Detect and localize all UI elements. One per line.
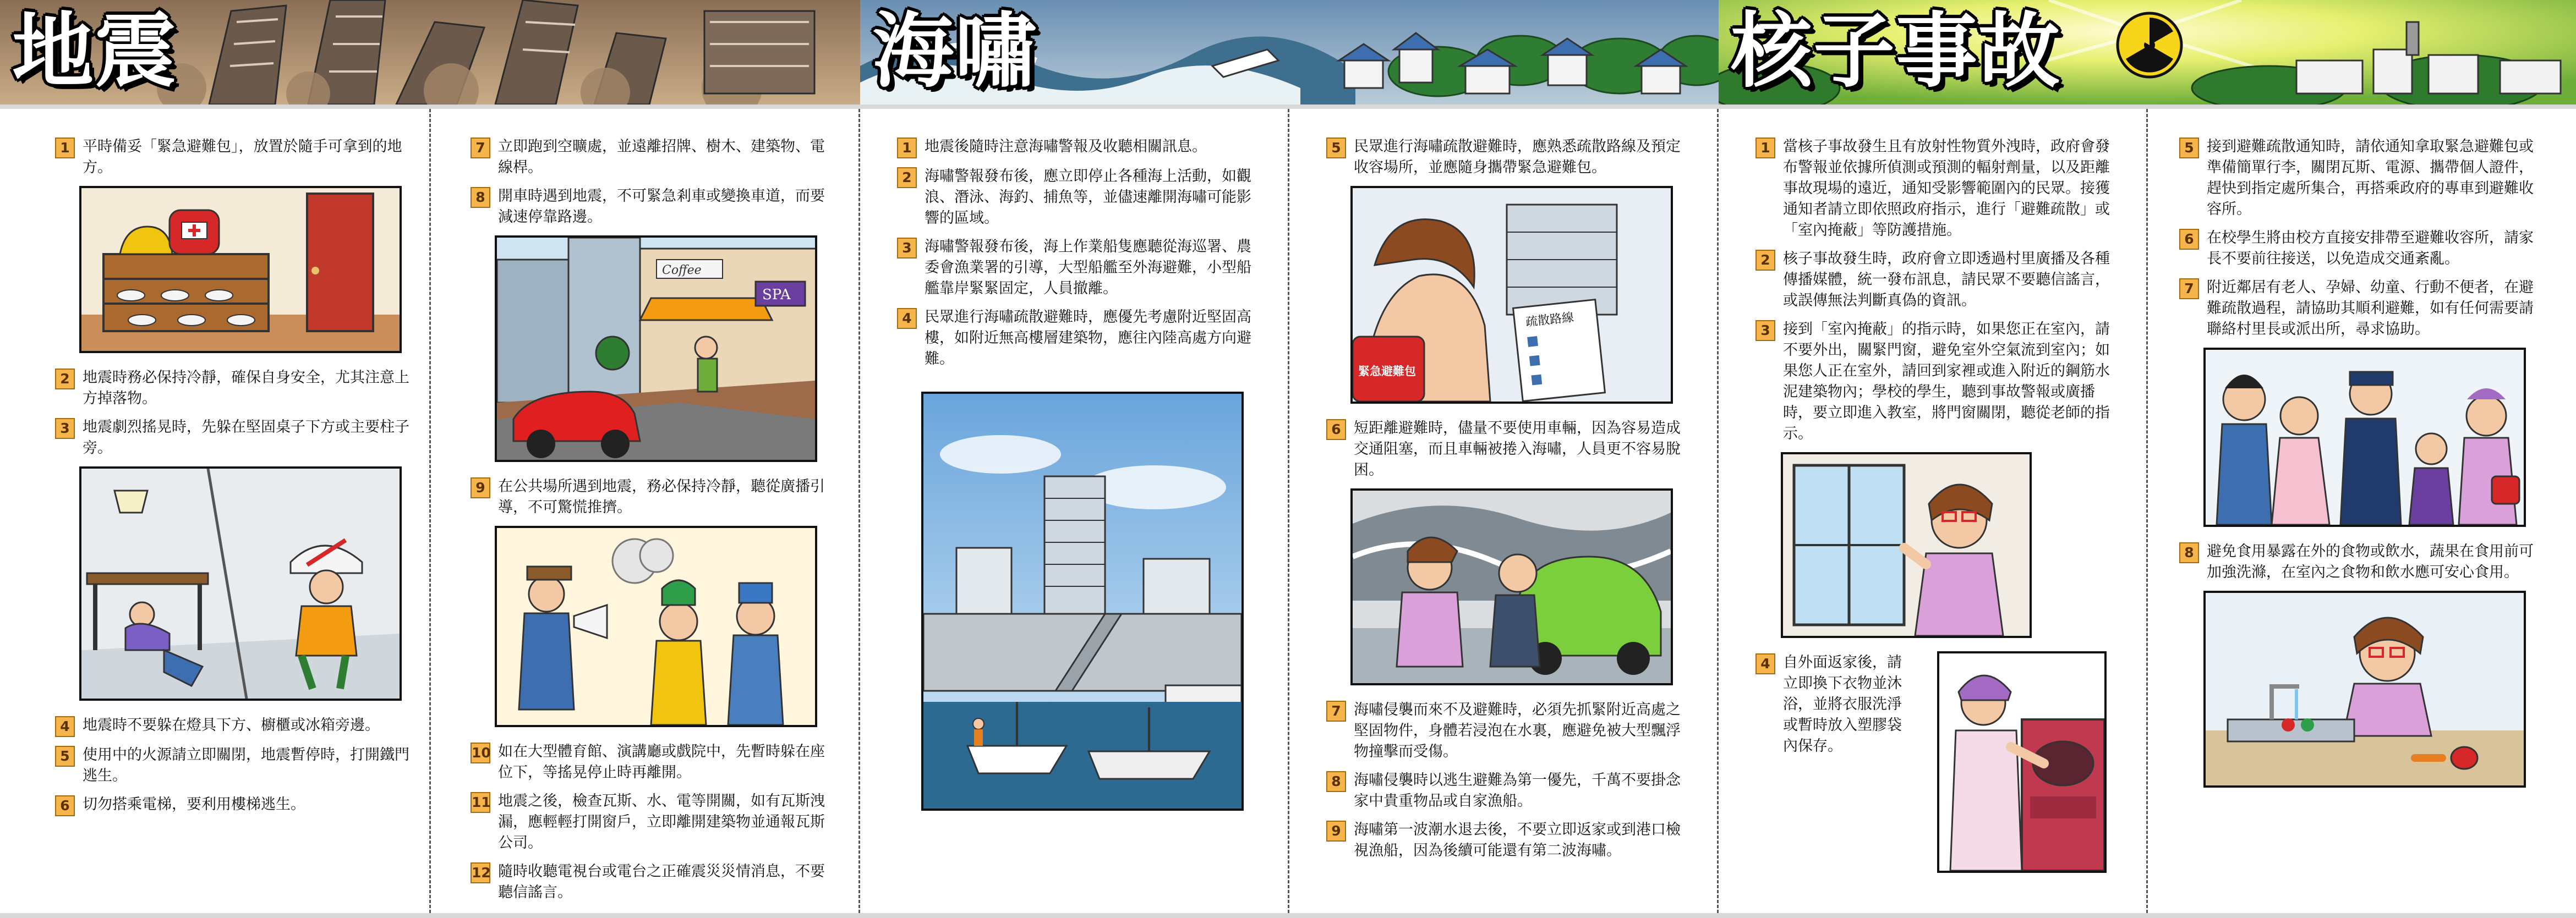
item-number: 7 (471, 138, 490, 158)
tsunami-banner (860, 0, 1719, 105)
list-item (1755, 319, 2119, 444)
nuclear-column-2 (2179, 136, 2542, 802)
list-item (471, 476, 834, 518)
item-text: 如在大型體育館、演講廳或戲院中，先暫時躲在座位下，等搖晃停止時再離開。 (498, 743, 825, 781)
item-text: 海嘯侵襲時以逃生避難為第一優先，千萬不要掛念家中貴重物品或自家漁船。 (1354, 772, 1681, 810)
item-number: 9 (471, 477, 490, 498)
list-item (897, 166, 1260, 229)
illustration-wash-clothes (1937, 651, 2107, 873)
list-item (2179, 136, 2542, 220)
list-item (55, 715, 418, 737)
radiation-icon (2118, 13, 2181, 77)
item-text: 接到「室內掩蔽」的指示時，如果您正在室內，請不要外出，關緊門窗，避免室外空氣流到室內；如果您人正在室外，請回到家裡或進入附近的鋼筋水泥建築物內；學校的學生，聽到事故警報或廣播時，要立即進入教室，將門窗關閉，聽從老師的指示。 (1783, 321, 2110, 442)
item-number: 4 (897, 308, 917, 329)
nuclear-title: 核子事故 (1731, 3, 2061, 98)
item-number: 1 (897, 138, 917, 158)
list-item (1326, 418, 1689, 481)
item-number: 3 (55, 418, 75, 439)
item-text: 地震後隨時注意海嘯警報及收聽相關訊息。 (925, 138, 1207, 155)
spa-sign: SPA (762, 287, 791, 303)
list-item (2179, 277, 2542, 340)
earthquake-title: 地震 (12, 3, 177, 98)
list-item (471, 791, 834, 854)
illustration-close-window (1781, 452, 2032, 638)
item-number: 6 (1326, 419, 1346, 440)
item-number: 4 (55, 716, 75, 737)
list-item (2179, 541, 2542, 583)
item-number: 6 (2179, 229, 2199, 250)
column-divider (1288, 109, 1289, 913)
item-number: 2 (897, 167, 917, 188)
item-number: 8 (471, 187, 490, 208)
item-number: 4 (1755, 653, 1775, 674)
list-item (1755, 652, 1904, 757)
item-text: 在公共場所遇到地震，務必保持冷靜，聽從廣播引導，不可驚慌推擠。 (498, 478, 825, 516)
item-text: 開車時遇到地震，不可緊急剎車或變換車道，而要減速停靠路邊。 (498, 188, 825, 226)
item-number: 2 (1755, 250, 1775, 271)
earthquake-banner (0, 0, 860, 105)
item-number: 8 (1326, 771, 1346, 792)
illustration-hide-under-table (79, 466, 402, 701)
tsunami-column-2 (1326, 136, 1689, 869)
item-text: 在校學生將由校方直接安排帶至避難收容所，請家長不要前往接送，以免造成交通紊亂。 (2207, 229, 2534, 267)
item-number: 5 (2179, 138, 2199, 158)
list-item (1326, 820, 1689, 861)
list-item (1326, 136, 1689, 178)
emergency-bag-label: 緊急避難包 (1358, 365, 1416, 378)
list-item (471, 186, 834, 228)
list-item (1326, 700, 1689, 762)
item-text: 海嘯侵襲而來不及避難時，必須先抓緊附近高處之堅固物件，身體若浸泡在水裏，應避免被大型飄浮物撞擊而受傷。 (1354, 701, 1681, 760)
list-item (897, 136, 1260, 158)
item-number: 3 (1755, 320, 1775, 341)
item-text: 海嘯警報發布後，海上作業船隻應聽從海巡署、農委會漁業署的引導，大型船艦至外海避難，小型船艦靠岸緊緊固定，人員撤離。 (925, 238, 1251, 297)
column-divider (858, 109, 860, 913)
tsunami-title: 海嘯 (872, 3, 1037, 98)
earthquake-column-2 (471, 136, 834, 911)
item-text: 核子事故發生時，政府會立即透過村里廣播及各種傳播媒體，統一發布訊息，請民眾不要聽信謠言，或誤傳無法判斷真偽的資訊。 (1783, 250, 2110, 309)
item-text: 隨時收聽電視台或電台之正確震災災情消息，不要聽信謠言。 (498, 863, 825, 901)
item-text: 海嘯警報發布後，應立即停止各種海上活動，如觀浪、潛泳、海釣、捕魚等，並儘速離開海嘯可能影響的區域。 (925, 168, 1251, 227)
item-text: 海嘯第一波潮水退去後，不要立即返家或到港口檢視漁船，因為後續可能還有第二波海嘯。 (1354, 821, 1681, 859)
item-text: 地震之後，檢查瓦斯、水、電等開關，如有瓦斯洩漏，應輕輕打開窗戶，立即離開建築物並通報瓦斯公司。 (498, 793, 825, 851)
list-item (471, 861, 834, 903)
item-number: 3 (897, 238, 917, 259)
list-item (2179, 228, 2542, 270)
map-title: 疏散路線 (1525, 310, 1575, 329)
illustration-evacuation-map (1350, 186, 1673, 404)
item-number: 9 (1326, 821, 1346, 842)
illustration-harbor-high-ground (921, 392, 1244, 811)
tsunami-column-1 (897, 136, 1260, 825)
item-text: 民眾進行海嘯疏散避難時，應熟悉疏散路線及預定收容場所，並應隨身攜帶緊急避難包。 (1354, 138, 1681, 176)
list-item (55, 745, 418, 787)
item-number: 5 (1326, 138, 1346, 158)
illustration-emergency-bag-shelf (79, 186, 402, 353)
item-number: 12 (471, 862, 490, 883)
item-text: 切勿搭乘電梯，要利用樓梯逃生。 (83, 796, 305, 813)
item-text: 短距離避難時，儘量不要使用車輛，因為容易造成交通阻塞，而且車輛被捲入海嘯，人員更不容易脫困。 (1354, 420, 1681, 479)
item-number: 10 (471, 743, 490, 763)
item-text: 立即跑到空曠處，並遠離招牌、樹木、建築物、電線桿。 (498, 138, 825, 176)
column-divider (2146, 109, 2148, 913)
nuclear-banner (1719, 0, 2576, 105)
top-divider (0, 105, 2576, 109)
illustration-public-evacuation (495, 526, 817, 727)
list-item (55, 136, 418, 178)
coffee-sign: Coffee (662, 263, 702, 277)
column-divider (1717, 109, 1719, 913)
list-item (897, 307, 1260, 370)
list-item (1755, 136, 2119, 241)
item-text: 使用中的火源請立即關閉，地震暫停時，打開鐵門逃生。 (83, 746, 409, 784)
illustration-street-car (495, 235, 817, 462)
item-text: 當核子事故發生且有放射性物質外洩時，政府會發布警報並依據所偵測或預測的輻射劑量，以及距離事故現場的遠近，通知受影響範圍內的民眾。接獲通知者請立即依照政府指示，進行「避難疏散」或「室內掩蔽」等防護措施。 (1783, 138, 2110, 239)
list-item (471, 136, 834, 178)
item-number: 1 (1755, 138, 1775, 158)
item-number: 2 (55, 369, 75, 389)
item-number: 6 (55, 795, 75, 816)
illustration-avoid-car (1350, 488, 1673, 685)
item-text: 附近鄰居有老人、孕婦、幼童、行動不便者，在避難疏散過程，請協助其順利避難，如有任何需要請聯絡村里長或派出所，尋求協助。 (2207, 279, 2534, 338)
list-item (471, 741, 834, 783)
list-item (55, 417, 418, 459)
list-item (55, 794, 418, 816)
item-number: 7 (2179, 278, 2199, 299)
item-text: 地震劇烈搖晃時，先躲在堅固桌子下方或主要柱子旁。 (83, 419, 409, 457)
item-text: 民眾進行海嘯疏散避難時，應優先考慮附近堅固高樓，如附近無高樓層建築物，應往內陸高處方向避難。 (925, 309, 1251, 367)
illustration-wash-vegetables (2203, 591, 2526, 788)
list-item (897, 237, 1260, 299)
illustration-help-neighbors (2203, 348, 2526, 527)
item-text: 地震時務必保持冷靜，確保自身安全，尤其注意上方掉落物。 (83, 369, 409, 407)
list-item (1326, 770, 1689, 812)
item-number: 8 (2179, 542, 2199, 563)
item-text: 避免食用暴露在外的食物或飲水，蔬果在食用前可加強洗滌，在室內之食物和飲水應可安心食用。 (2207, 543, 2534, 581)
item-text: 平時備妥「緊急避難包」，放置於隨手可拿到的地方。 (83, 138, 402, 176)
column-divider (429, 109, 431, 913)
item-text: 接到避難疏散通知時，請依通知拿取緊急避難包或準備簡單行李，關閉瓦斯、電源、攜帶個人證件，趕快到指定處所集合，再搭乘政府的專車到避難收容所。 (2207, 138, 2534, 218)
item-number: 11 (471, 792, 490, 813)
list-item (1755, 249, 2119, 311)
item-number: 5 (55, 746, 75, 767)
item-number: 1 (55, 138, 75, 158)
item-text: 自外面返家後，請立即換下衣物並沐浴，並將衣服洗淨或暫時放入塑膠袋內保存。 (1783, 654, 1902, 755)
item-number: 7 (1326, 701, 1346, 722)
item-text: 地震時不要躲在燈具下方、櫥櫃或冰箱旁邊。 (83, 717, 380, 734)
list-item (55, 367, 418, 409)
bottom-divider (0, 913, 2576, 918)
earthquake-column-1 (55, 136, 418, 824)
